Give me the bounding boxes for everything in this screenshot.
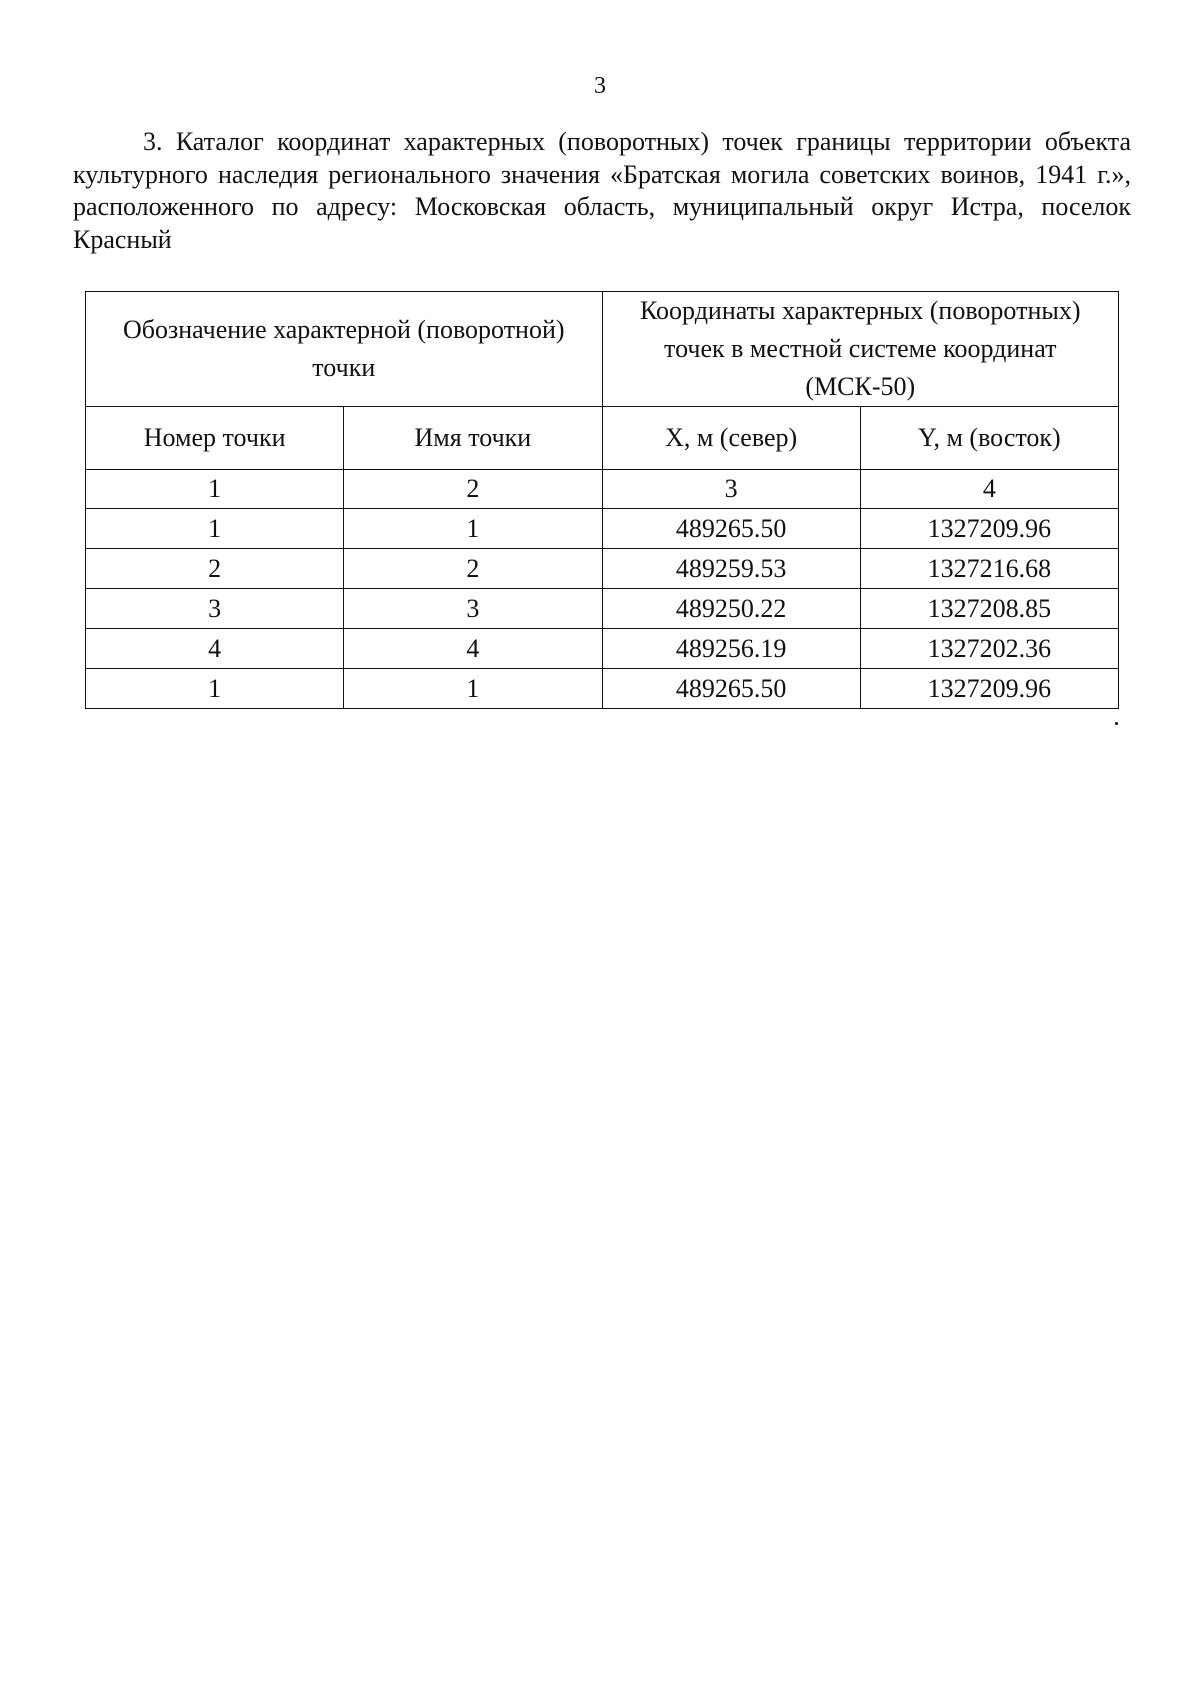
table-row (86, 549, 1119, 589)
index-cell: 1 (86, 470, 344, 509)
page-number: 3 (594, 73, 606, 99)
subheader-point-number: Номер точки (86, 407, 344, 470)
subheader-point-name: Имя точки (344, 407, 602, 470)
header-designation: Обозначение характерной (поворотной) точки (86, 292, 603, 407)
point-name-cell: 3 (344, 589, 602, 629)
table-row (86, 589, 1119, 629)
y-coordinate-cell: 1327209.96 (860, 509, 1118, 549)
table-row (86, 509, 1119, 549)
table-row (86, 669, 1119, 709)
point-number-cell: 1 (86, 669, 344, 709)
subheader-y: Y, м (восток) (860, 407, 1118, 470)
point-number-cell: 4 (86, 629, 344, 669)
table-index-row (86, 470, 1119, 509)
point-name-cell: 1 (344, 509, 602, 549)
x-coordinate-cell: 489265.50 (602, 509, 860, 549)
x-coordinate-cell: 489265.50 (602, 669, 860, 709)
header-coordinates: Координаты характерных (поворотных) точек в местной системе координат (МСК-50) (602, 292, 1119, 407)
table-header-row (86, 292, 1119, 407)
x-coordinate-cell: 489250.22 (602, 589, 860, 629)
point-number-cell: 2 (86, 549, 344, 589)
y-coordinate-cell: 1327209.96 (860, 669, 1118, 709)
point-name-cell: 2 (344, 549, 602, 589)
table-row (86, 629, 1119, 669)
point-number-cell: 3 (86, 589, 344, 629)
index-cell: 4 (860, 470, 1118, 509)
index-cell: 3 (602, 470, 860, 509)
index-cell: 2 (344, 470, 602, 509)
y-coordinate-cell: 1327216.68 (860, 549, 1118, 589)
trailing-dot (1115, 722, 1118, 725)
coordinates-table (85, 291, 1119, 709)
table-subheader-row (86, 407, 1119, 470)
y-coordinate-cell: 1327208.85 (860, 589, 1118, 629)
x-coordinate-cell: 489256.19 (602, 629, 860, 669)
point-name-cell: 4 (344, 629, 602, 669)
catalog-paragraph: 3. Каталог координат характерных (поворотных) точек границы территории объекта культурного наследия регионального значения «Братская могила советских воинов, 1941 г.», расположенного по адресу: Московская область, муниципальный округ Истра, поселок Красный (73, 127, 1131, 254)
x-coordinate-cell: 489259.53 (602, 549, 860, 589)
point-name-cell: 1 (344, 669, 602, 709)
y-coordinate-cell: 1327202.36 (860, 629, 1118, 669)
point-number-cell: 1 (86, 509, 344, 549)
subheader-x: X, м (север) (602, 407, 860, 470)
